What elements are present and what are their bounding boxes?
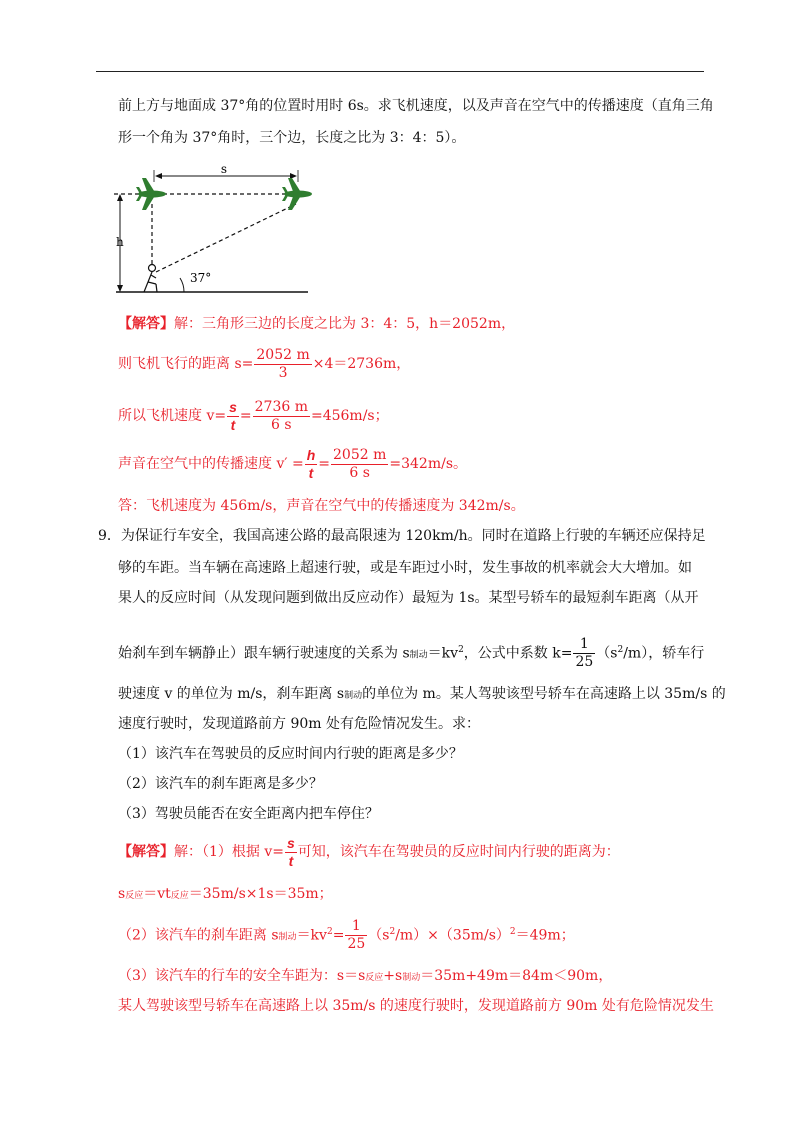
airplane-icon-right	[282, 178, 312, 210]
answer-9-line-4: （3）该汽车的行车的安全车距为：s＝s反应+s制动＝35m+49m＝84m＜90m，	[118, 968, 613, 984]
fraction-k: $\frac{1}{25}$	[347, 918, 366, 953]
answer-9-line-5: 某人驾驶该型号轿车在高速路上以 35m/s 的速度行驶时，发现道路前方 90m 处有危险情况发生	[118, 998, 714, 1014]
problem-8-line-2: 形一个角为 37°角时，三个边，长度之比为 3：4：5）。	[118, 130, 466, 146]
airplane-icon-left	[136, 178, 166, 210]
answer-8-line-1	[118, 314, 515, 334]
answer-8-text-1: 解：三角形三边的长度之比为 3：4：5，h＝2052m，	[174, 316, 516, 332]
angle-arc	[180, 278, 184, 292]
header-rule	[96, 71, 704, 72]
question-3: （3）驾驶员能否在安全距离内把车停住？	[118, 806, 379, 822]
fraction-distance: $\frac{2052 m}{3}$	[256, 346, 310, 381]
fraction-s-over-t: $\frac{s}{t}$	[229, 398, 237, 433]
s-label: s	[220, 162, 228, 176]
problem-8-line-1: 前上方与地面成 37°角的位置时用时 6s。求飞机速度，以及声音在空气中的传播速度（直角三角	[118, 98, 714, 114]
s-arrow-left-icon	[155, 173, 162, 179]
answer-8-line-2: 则飞机飞行的距离 s= $\frac{2052 m}{3}$ ×4＝2736m，	[118, 346, 411, 381]
airplane-triangle-figure	[112, 160, 312, 302]
sound-path-line	[156, 204, 296, 272]
problem-9-line-3: 果人的反应时间（从发现问题到做出反应动作）最短为 1s。某型号轿车的最短刹车距离（从开	[118, 590, 699, 606]
answer-9-line-3: （2）该汽车的刹车距离 s制动$=kv^2=$ $\frac{1}{25}$ $(s^2/m)\times(35m/s)^2=49m$；	[118, 918, 575, 953]
answer-8-conclusion: 答：飞机速度为 456m/s，声音在空气中的传播速度为 342m/s。	[118, 498, 525, 514]
problem-9-line-4: 始刹车到车辆静止）跟车辆行驶速度的关系为 s制动$=kv^2$，公式中系数 k= $\frac{1}{25}$ $(s^2/m)$，轿车行	[118, 636, 705, 671]
fraction-s-over-t: $\frac{s}{t}$	[287, 834, 295, 869]
observer-icon	[144, 265, 157, 293]
fraction-plane-speed: $\frac{2736 m}{6 s}$	[254, 398, 308, 433]
answer-tag: 【解答】	[118, 844, 174, 860]
question-2: （2）该汽车的刹车距离是多少？	[118, 776, 323, 792]
problem-9-line-2: 够的车距。当车辆在高速路上超速行驶，或是车距过小时，发生事故的机率就会大大增加。如	[118, 560, 692, 576]
question-1: （1）该汽车在驾驶员的反应时间内行驶的距离是多少？	[118, 746, 463, 762]
fraction-k: $\frac{1}{25}$	[575, 636, 594, 671]
angle-label: 37°	[190, 271, 212, 285]
problem-9-line-5: 驶速度 v 的单位为 m/s，刹车距离 s制动的单位为 m。某人驾驶该型号轿车在高速路上以 35m/s 的	[118, 686, 726, 702]
answer-8-line-4: 声音在空气中的传播速度 v′ = $\frac{h}{t}$ = $\frac{2052 m}{6 s}$ =342m/s。	[118, 446, 468, 481]
fraction-sound-speed: $\frac{2052 m}{6 s}$	[333, 446, 387, 481]
problem-9-line-1: 9．为保证行车安全，我国高速公路的最高限速为 120km/h。同时在道路上行驶的车辆还应保持足	[98, 528, 706, 544]
answer-tag: 【解答】	[118, 316, 174, 332]
h-label: h	[116, 235, 124, 249]
problem-9-line-6: 速度行驶时，发现道路前方 90m 处有危险情况发生。求：	[118, 716, 480, 732]
problem-number: 9．	[98, 528, 121, 544]
answer-9-line-1: 【解答】解：（1）根据 v= $\frac{s}{t}$ 可知，该汽车在驾驶员的反应时间内行驶的距离为：	[118, 834, 620, 869]
fraction-h-over-t: $\frac{h}{t}$	[306, 446, 316, 481]
h-arrow-down-icon	[117, 285, 123, 292]
answer-8-line-3: 所以飞机速度 v= $\frac{s}{t}$ = $\frac{2736 m}{6 s}$ =456m/s；	[118, 398, 389, 433]
figure-svg	[112, 160, 312, 302]
h-arrow-up-icon	[117, 194, 123, 201]
answer-9-line-2: s反应＝vt反应＝35m/s×1s＝35m；	[118, 886, 333, 902]
